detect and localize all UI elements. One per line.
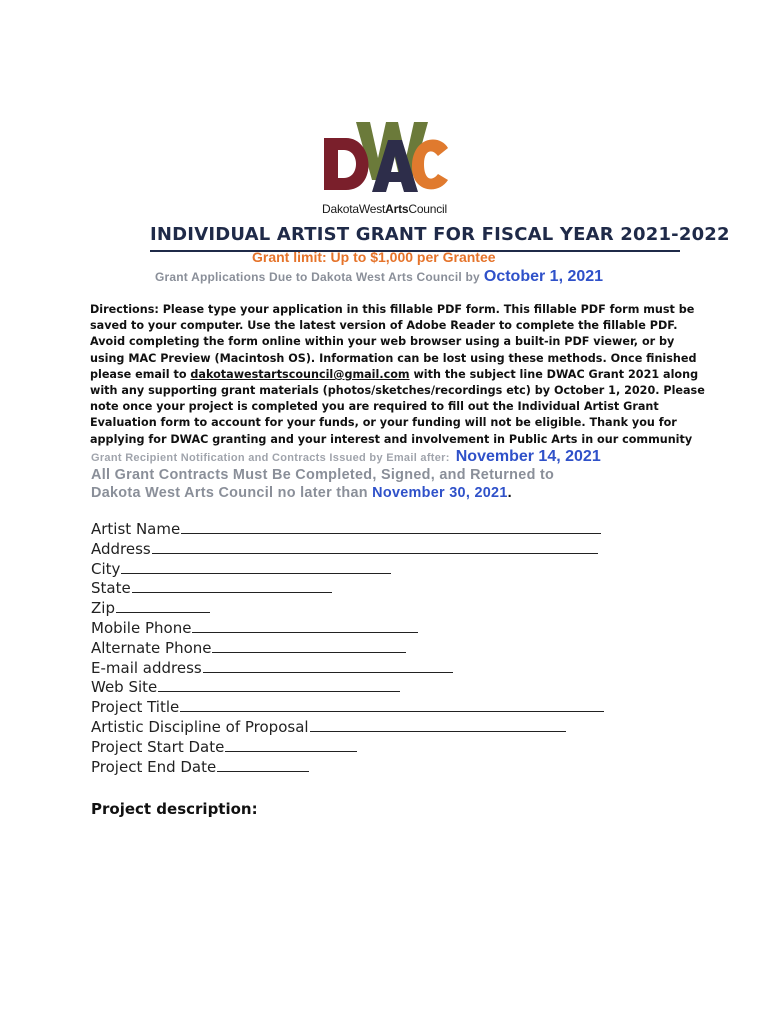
artistic-discipline-label: Artistic Discipline of Proposal bbox=[91, 717, 309, 736]
dwac-logo bbox=[316, 118, 452, 218]
email-address-label: E-mail address bbox=[91, 658, 202, 677]
directions-line: applying for DWAC granting and your interest and involvement in Public Arts in our community bbox=[90, 432, 693, 446]
artist-name-input[interactable] bbox=[181, 521, 601, 534]
alternate-phone-input[interactable] bbox=[212, 640, 406, 653]
address-input[interactable] bbox=[152, 541, 598, 554]
logo-letter-d bbox=[324, 138, 369, 190]
artist-name-field bbox=[91, 520, 604, 540]
project-end-date-label: Project End Date bbox=[91, 757, 217, 776]
notification-label: Grant Recipient Notification and Contracts Issued by Email after: bbox=[91, 452, 450, 464]
web-site-field bbox=[91, 678, 604, 698]
mobile-phone-label: Mobile Phone bbox=[91, 618, 192, 637]
zip-label: Zip bbox=[91, 599, 115, 618]
web-site-label: Web Site bbox=[91, 678, 158, 697]
contracts-line bbox=[91, 484, 554, 502]
due-date: October 1, 2021 bbox=[483, 268, 604, 285]
state-field bbox=[91, 579, 604, 599]
page-title: INDIVIDUAL ARTIST GRANT FOR FISCAL YEAR 2021-2022 bbox=[150, 224, 730, 245]
project-description-label: Project description: bbox=[91, 800, 258, 818]
directions-line: note once your project is completed you are required to fill out the Individual Artist Grant bbox=[90, 400, 659, 414]
contracts-text: Dakota West Arts Council no later than bbox=[91, 485, 373, 501]
contracts-notice bbox=[91, 466, 554, 502]
grant-limit: Grant limit: Up to $1,000 per Grantee bbox=[252, 249, 496, 265]
notification-date: November 14, 2021 bbox=[455, 448, 601, 465]
directions-paragraph bbox=[90, 302, 705, 448]
directions-text: with the subject line DWAC Grant 2021 along bbox=[409, 367, 699, 381]
directions-line: Evaluation form to account for your funds, or your funding will not be eligible. Thank you for bbox=[90, 416, 677, 430]
project-start-date-label: Project Start Date bbox=[91, 737, 225, 756]
zip-field bbox=[91, 599, 604, 619]
artistic-discipline-input[interactable] bbox=[310, 719, 566, 732]
project-end-date-input[interactable] bbox=[217, 759, 309, 772]
project-start-date-input[interactable] bbox=[225, 739, 357, 752]
notification-line bbox=[91, 448, 601, 466]
directions-line: saved to your computer. Use the latest version of Adobe Reader to complete the fillable PDF. bbox=[90, 319, 678, 333]
mobile-phone-input[interactable] bbox=[192, 620, 418, 633]
due-date-line bbox=[155, 268, 603, 286]
application-form bbox=[91, 520, 604, 777]
zip-input[interactable] bbox=[116, 600, 210, 613]
project-title-field bbox=[91, 698, 604, 718]
address-label: Address bbox=[91, 539, 151, 558]
directions-line: Directions: Please type your application in this fillable PDF form. This fillable PDF form must be bbox=[90, 303, 695, 316]
email-link[interactable]: dakotawestartscouncil@gmail.com bbox=[190, 367, 410, 381]
email-address-field bbox=[91, 659, 604, 679]
city-field bbox=[91, 560, 604, 580]
artist-name-label: Artist Name bbox=[91, 520, 181, 538]
directions-line: Avoid completing the form online within your web browser using a built-in PDF viewer, or by bbox=[90, 335, 675, 349]
alternate-phone-field bbox=[91, 639, 604, 659]
city-input[interactable] bbox=[121, 561, 391, 574]
directions-line: with any supporting grant materials (photos/sketches/recordings etc) by October 1, 2020. Please bbox=[90, 384, 705, 398]
project-end-date-field bbox=[91, 758, 604, 778]
contracts-date: November 30, 2021 bbox=[372, 485, 508, 501]
project-title-label: Project Title bbox=[91, 698, 180, 717]
email-address-input[interactable] bbox=[203, 660, 453, 673]
address-field bbox=[91, 540, 604, 560]
state-input[interactable] bbox=[132, 580, 332, 593]
directions-text: please email to bbox=[90, 367, 191, 381]
logo-wordmark: DakotaWestArtsCouncil bbox=[322, 202, 447, 216]
city-label: City bbox=[91, 559, 121, 578]
directions-line: using MAC Preview (Macintosh OS). Information can be lost using these methods. Once finished bbox=[90, 351, 697, 365]
mobile-phone-field bbox=[91, 619, 604, 639]
web-site-input[interactable] bbox=[158, 679, 400, 692]
state-label: State bbox=[91, 579, 131, 598]
contracts-line: All Grant Contracts Must Be Completed, Signed, and Returned to bbox=[91, 467, 555, 483]
due-label: Grant Applications Due to Dakota West Arts Council by bbox=[155, 270, 480, 284]
project-title-input[interactable] bbox=[180, 699, 604, 712]
alternate-phone-label: Alternate Phone bbox=[91, 638, 212, 657]
contracts-period: . bbox=[507, 485, 512, 501]
directions-line bbox=[90, 367, 699, 383]
project-start-date-field bbox=[91, 738, 604, 758]
artistic-discipline-field bbox=[91, 718, 604, 738]
dwac-logo-letters bbox=[316, 118, 452, 204]
